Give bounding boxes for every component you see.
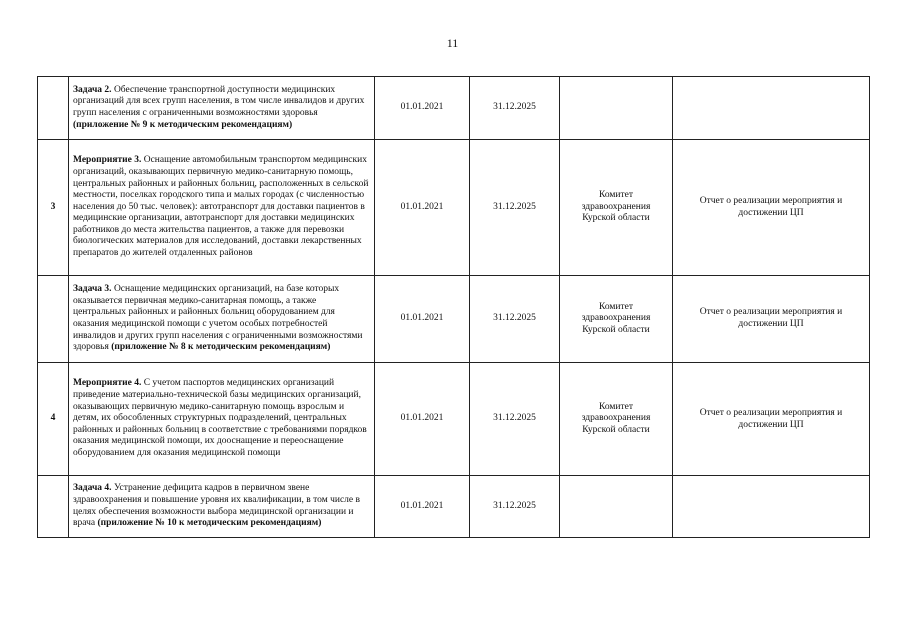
row-text: Оснащение медицинских организаций, на базе которых оказывается первичная медико-санитарная помощь, а также центральных районных и районных больниц оборудованием для оказания медицинской помощи с учетом особых потребностей инвалидов и других групп населения с ограниченными возможностями здоровья: [73, 284, 363, 353]
row-reference: (приложение № 9 к методическим рекомендациям): [73, 119, 293, 130]
row-result: [673, 77, 870, 140]
row-label: Задача 2.: [73, 84, 112, 95]
row-start-date: 01.01.2021: [375, 276, 470, 363]
row-description: [69, 363, 375, 476]
row-end-date: 31.12.2025: [470, 276, 560, 363]
row-responsible: [560, 77, 673, 140]
row-description: [69, 77, 375, 140]
row-start-date: 01.01.2021: [375, 77, 470, 140]
row-start-date: 01.01.2021: [375, 476, 470, 538]
page-number: 11: [446, 36, 459, 50]
row-responsible: [560, 476, 673, 538]
table-row: [38, 276, 870, 363]
row-text: Обеспечение транспортной доступности медицинских организаций для всех групп населения, в том числе инвалидов и других групп населения с ограниченными возможностями здоровья: [73, 84, 365, 118]
row-label: Мероприятие 4.: [73, 378, 142, 389]
row-responsible: Комитет здравоохранения Курской области: [560, 363, 673, 476]
row-text: Оснащение автомобильным транспортом медицинских организаций, оказывающих первичную медико-санитарную помощь, центральных районных и районных больниц, расположенных в сельской местности, поселках городского типа и малых городах (с численностью населения до 50 тыс. человек): автотранспорт для доставки пациентов в медицинские организации, автотранспорт для доставки медицинских работников до места жительства пациентов, а также для перевозки биологических материалов для исследований, доставки лекарственных препаратов до жителей отдаленных районов: [73, 155, 369, 259]
row-description: [69, 276, 375, 363]
row-responsible: Комитет здравоохранения Курской области: [560, 140, 673, 276]
row-number: 3: [38, 140, 69, 276]
table-row: [38, 363, 870, 476]
row-number: [38, 77, 69, 140]
row-reference: (приложение № 10 к методическим рекомендациям): [97, 518, 322, 529]
plan-table: [37, 76, 870, 538]
row-description: [69, 140, 375, 276]
row-number: [38, 476, 69, 538]
table-row: [38, 140, 870, 276]
row-label: Задача 3.: [73, 284, 112, 295]
table-row: [38, 77, 870, 140]
row-end-date: 31.12.2025: [470, 77, 560, 140]
row-responsible: Комитет здравоохранения Курской области: [560, 276, 673, 363]
row-result: Отчет о реализации мероприятия и достижении ЦП: [673, 363, 870, 476]
row-text: Устранение дефицита кадров в первичном звене здравоохранения и повышение уровня их квалификации, в том числе в целях обеспечения возможности выбора медицинской организации и врача: [73, 483, 360, 529]
row-label: Задача 4.: [73, 483, 112, 494]
row-end-date: 31.12.2025: [470, 140, 560, 276]
row-description: [69, 476, 375, 538]
row-start-date: 01.01.2021: [375, 140, 470, 276]
row-result: [673, 476, 870, 538]
row-start-date: 01.01.2021: [375, 363, 470, 476]
row-label: Мероприятие 3.: [73, 155, 142, 166]
row-result: Отчет о реализации мероприятия и достижении ЦП: [673, 276, 870, 363]
row-number: 4: [38, 363, 69, 476]
row-result: Отчет о реализации мероприятия и достижении ЦП: [673, 140, 870, 276]
row-end-date: 31.12.2025: [470, 476, 560, 538]
table-row: [38, 476, 870, 538]
row-text: С учетом паспортов медицинских организаций приведение материально-технической базы медицинских организаций, оказывающих первичную медико-санитарную помощь взрослым и детям, их обособленных структурных подразделений, центральных районных и районных больниц в соответствие с требованиями порядков оказания медицинской помощи, их дооснащение и переоснащение оборудованием для оказания медицинской помощи: [73, 378, 367, 458]
row-end-date: 31.12.2025: [470, 363, 560, 476]
row-number: [38, 276, 69, 363]
row-reference: (приложение № 8 к методическим рекомендациям): [111, 342, 331, 353]
